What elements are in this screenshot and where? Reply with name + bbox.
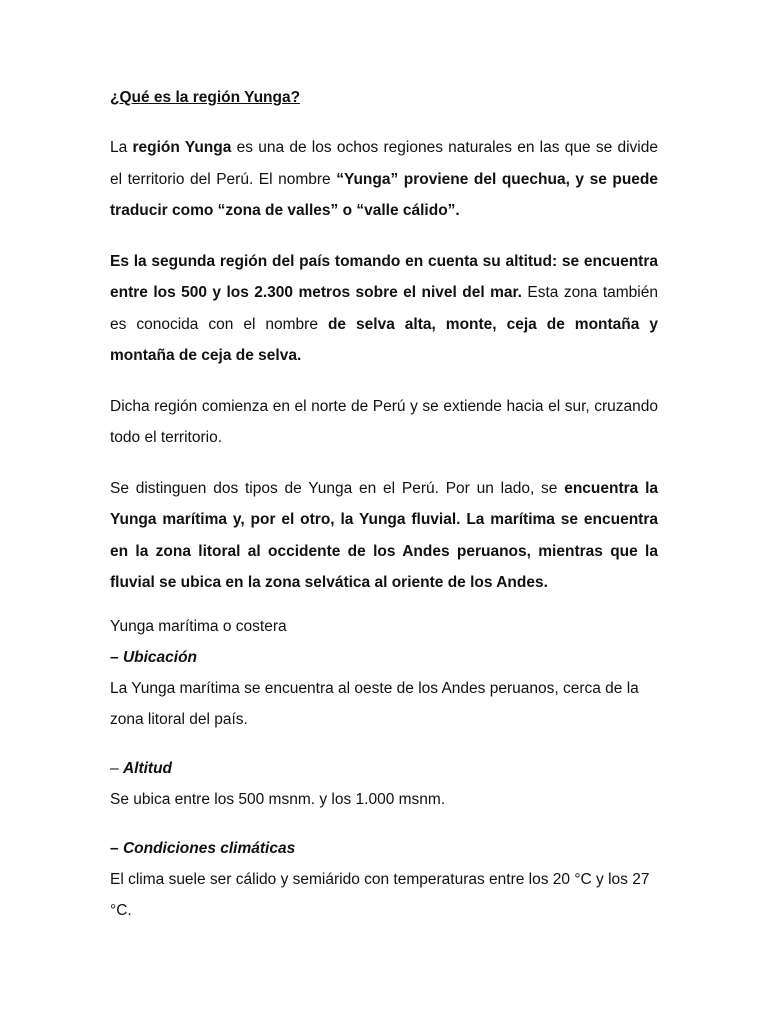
item-dash: – (110, 648, 123, 666)
item-label-text: Condiciones climáticas (122, 839, 296, 857)
item-text-altitud: Se ubica entre los 500 msnm. y los 1.000 msnm. (110, 790, 446, 808)
item-text-clima: El clima suele ser cálido y semiárido con temperaturas entre los 20 °C y los 27 °C. (110, 870, 650, 919)
item-label-altitud (110, 753, 658, 784)
bold-run: “Yunga” proviene del quechua, y se puede traducir como “zona de valles” o “valle cálido”. (110, 170, 658, 219)
text-run: es una de los ochos regiones naturales en las que se divide el territorio del Perú. El nombre (110, 139, 658, 188)
text-run: Esta zona también es conocida con el nombre (110, 284, 658, 333)
document-body (110, 86, 658, 944)
item-label-ubicacion (110, 642, 658, 673)
text-run: La (110, 139, 133, 156)
bold-run: Es la segunda región del país tomando en cuenta su altitud: se encuentra entre los 500 y los 2.300 metros sobre el nivel del mar. (110, 252, 658, 301)
item-text-ubicacion: La Yunga marítima se encuentra al oeste de los Andes peruanos, cerca de la zona litoral del país. (110, 679, 639, 728)
item-label-clima (110, 833, 658, 864)
item-label-text: Altitud (122, 759, 173, 777)
section-title: Yunga marítima o costera (110, 617, 287, 635)
paragraph-types (110, 473, 658, 599)
page-title: ¿Qué es la región Yunga? (110, 89, 301, 106)
paragraph-intro (110, 132, 658, 227)
paragraph-extent: Dicha región comienza en el norte de Perú y se extiende hacia el sur, cruzando todo el territorio. (110, 397, 658, 446)
item-dash: – (110, 759, 123, 777)
paragraph-altitude (110, 246, 658, 372)
text-run: Se distinguen dos tipos de Yunga en el Perú. Por un lado, se (110, 479, 565, 497)
item-label-text: Ubicación (122, 648, 198, 666)
item-dash: – (110, 839, 123, 857)
bold-run: región Yunga (132, 139, 232, 156)
bold-run: de selva alta, monte, ceja de montaña y montaña de ceja de selva. (110, 315, 658, 364)
bold-run: encuentra la Yunga marítima y, por el otro, la Yunga fluvial. La marítima se encuentra en la zona litoral al occidente de los Andes peruanos, mientras que la fluvial se ubica en la zona selvática al oriente de los Andes. (110, 479, 658, 591)
